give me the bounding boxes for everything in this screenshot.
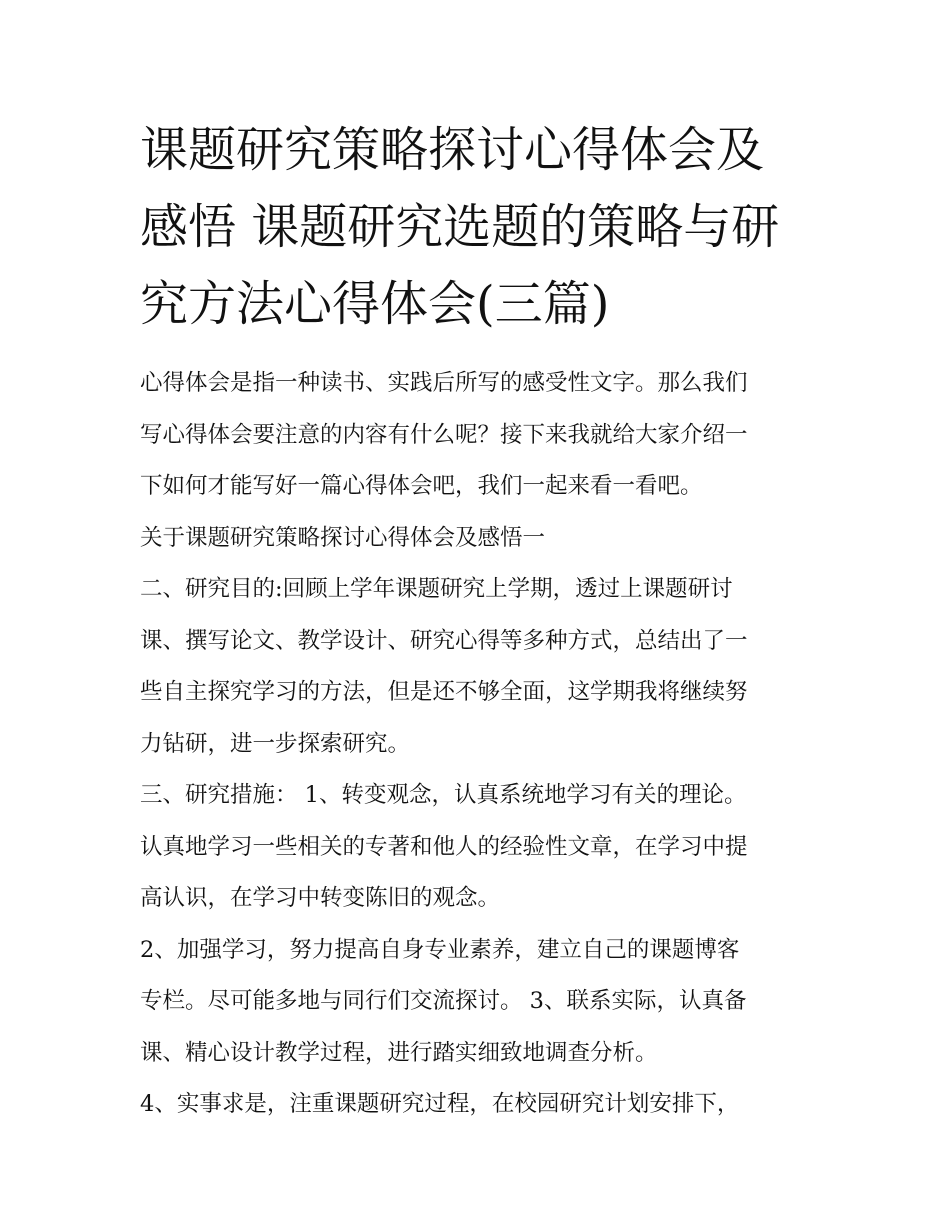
- document-body: [140, 358, 830, 1131]
- text-line: 课、撰写论文、教学设计、研究心得等多种方式，总结出了一: [140, 627, 748, 654]
- research-purpose-paragraph: [140, 564, 830, 770]
- text-line: 写心得体会要注意的内容有什么呢？接下来我就给大家介绍一: [140, 421, 748, 448]
- title-line: 究方法心得体会(三篇): [140, 276, 610, 332]
- document-title: [140, 112, 830, 343]
- text-line: 认真地学习一些相关的专著和他人的经验性文章，在学习中提: [140, 833, 748, 860]
- text-line: 高认识，在学习中转变陈旧的观念。: [140, 885, 501, 911]
- text-line: 关于课题研究策略探讨心得体会及感悟一: [140, 524, 546, 551]
- text-line: 二、研究目的:回顾上学年课题研究上学期，透过上课题研讨: [140, 576, 733, 602]
- text-line: 2、加强学习，努力提高自身专业素养，建立自己的课题博客: [140, 936, 740, 963]
- section-heading: [140, 513, 830, 565]
- text-line: 力钻研，进一步探索研究。: [140, 730, 411, 757]
- title-line: 课题研究策略探讨心得体会及: [140, 122, 765, 178]
- text-line: 三、研究措施： 1、转变观念，认真系统地学习有关的理论。: [140, 782, 747, 808]
- research-measures-paragraph: [140, 770, 830, 925]
- text-line: 心得体会是指一种读书、实践后所写的感受性文字。那么我们: [140, 370, 748, 396]
- intro-paragraph: [140, 358, 830, 513]
- text-line: 4、实事求是，注重课题研究过程，在校园研究计划安排下，: [140, 1091, 740, 1117]
- measure-4-paragraph: [140, 1079, 830, 1131]
- text-line: 些自主探究学习的方法，但是还不够全面，这学期我将继续努: [140, 679, 748, 705]
- title-line: 感悟 课题研究选题的策略与研: [140, 199, 780, 255]
- text-line: 专栏。尽可能多地与同行们交流探讨。 3、联系实际，认真备: [140, 988, 747, 1014]
- text-line: 下如何才能写好一篇心得体会吧，我们一起来看一看吧。: [140, 473, 703, 499]
- measure-2-paragraph: [140, 925, 830, 1080]
- text-line: 课、精心设计教学过程，进行踏实细致地调查分析。: [140, 1039, 658, 1066]
